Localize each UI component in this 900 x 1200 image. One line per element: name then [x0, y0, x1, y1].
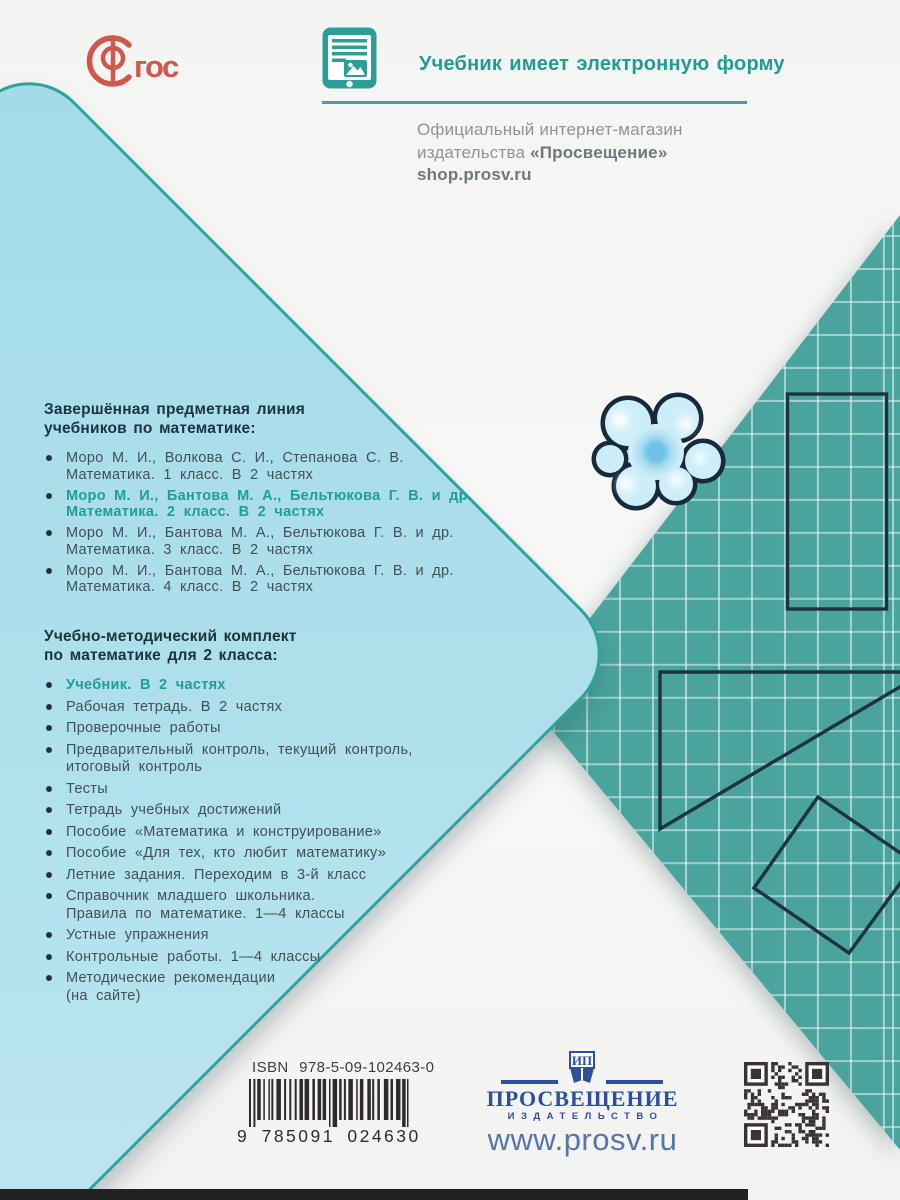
list-item: Летние задания. Переходим в 3-й класс: [44, 867, 484, 885]
publisher-website: www.prosv.ru: [487, 1122, 678, 1157]
list-item: Моро М. И., Волкова С. И., Степанова С. В. Математика. 1 класс. В 2 частях: [44, 450, 484, 483]
publisher-subtitle: ИЗДАТЕЛЬСТВО: [507, 1111, 664, 1122]
publisher-icon-text: ИП: [571, 1053, 593, 1068]
logo-rule-right: [606, 1080, 663, 1084]
ean-barcode: [247, 1079, 415, 1128]
publisher-brand-name: «Просвещение»: [530, 142, 668, 162]
list-item: Предварительный контроль, текущий контроль, итоговый контроль: [44, 742, 484, 777]
flower-cloud-shape: [594, 395, 723, 508]
shop-line1: Официальный интернет-магазин: [417, 120, 683, 139]
list-item: Методические рекомендации (на сайте): [44, 970, 484, 1005]
fgos-logo: [84, 34, 180, 88]
umk-list-block: [44, 627, 484, 1009]
rotated-square-outline-shape: [754, 797, 900, 953]
official-shop-block: [417, 119, 683, 187]
logo-rule-left: [501, 1080, 558, 1084]
prosveshchenie-book-icon: [561, 1048, 603, 1086]
list-item: Справочник младшего школьника. Правила по математике. 1—4 классы: [44, 888, 484, 923]
series-list-block: [44, 400, 484, 600]
list-item: Пособие «Математика и конструирование»: [44, 824, 484, 842]
list-item: Рабочая тетрадь. В 2 частях: [44, 699, 484, 717]
shop-line2: издательства «Просвещение»: [417, 142, 668, 162]
page-bottom-edge: [0, 1189, 748, 1200]
barcode-digits: 9 785091 024630: [237, 1126, 421, 1146]
ebook-tablet-icon: [321, 26, 378, 90]
header-divider-line: [322, 101, 747, 104]
list-item: Тесты: [44, 781, 484, 799]
isbn-label: ISBN 978-5-09-102463-0: [252, 1059, 435, 1076]
fgos-text: гос: [134, 49, 178, 84]
list-item-highlighted: Учебник. В 2 частях: [44, 677, 484, 695]
list-item: Моро М. И., Бантова М. А., Бельтюкова Г. В. и др. Математика. 3 класс. В 2 частях: [44, 525, 484, 558]
list-item: Пособие «Для тех, кто любит математику»: [44, 845, 484, 863]
series-heading: Завершённая предметная линия учебников по математике:: [44, 401, 305, 437]
series-list: [44, 450, 484, 596]
list-item: Тетрадь учебных достижений: [44, 802, 484, 820]
list-item: Контрольные работы. 1—4 классы: [44, 949, 484, 967]
qr-code: [744, 1062, 829, 1147]
list-item-highlighted: Моро М. И., Бантова М. А., Бельтюкова Г. В. и др. Математика. 2 класс. В 2 частях: [44, 488, 484, 521]
publisher-name: ПРОСВЕЩЕНИЕ: [486, 1086, 679, 1111]
ebook-notice-text: Учебник имеет электронную форму: [419, 53, 785, 75]
shop-url: shop.prosv.ru: [417, 165, 532, 184]
umk-list: [44, 677, 484, 1005]
list-item: Устные упражнения: [44, 927, 484, 945]
umk-heading: Учебно-методический комплект по математике для 2 класса:: [44, 628, 297, 664]
list-item: Моро М. И., Бантова М. А., Бельтюкова Г. В. и др. Математика. 4 класс. В 2 частях: [44, 563, 484, 596]
rectangle-outline-shape: [788, 394, 887, 609]
list-item: Проверочные работы: [44, 720, 484, 738]
triangle-outline-shape: [660, 672, 900, 829]
